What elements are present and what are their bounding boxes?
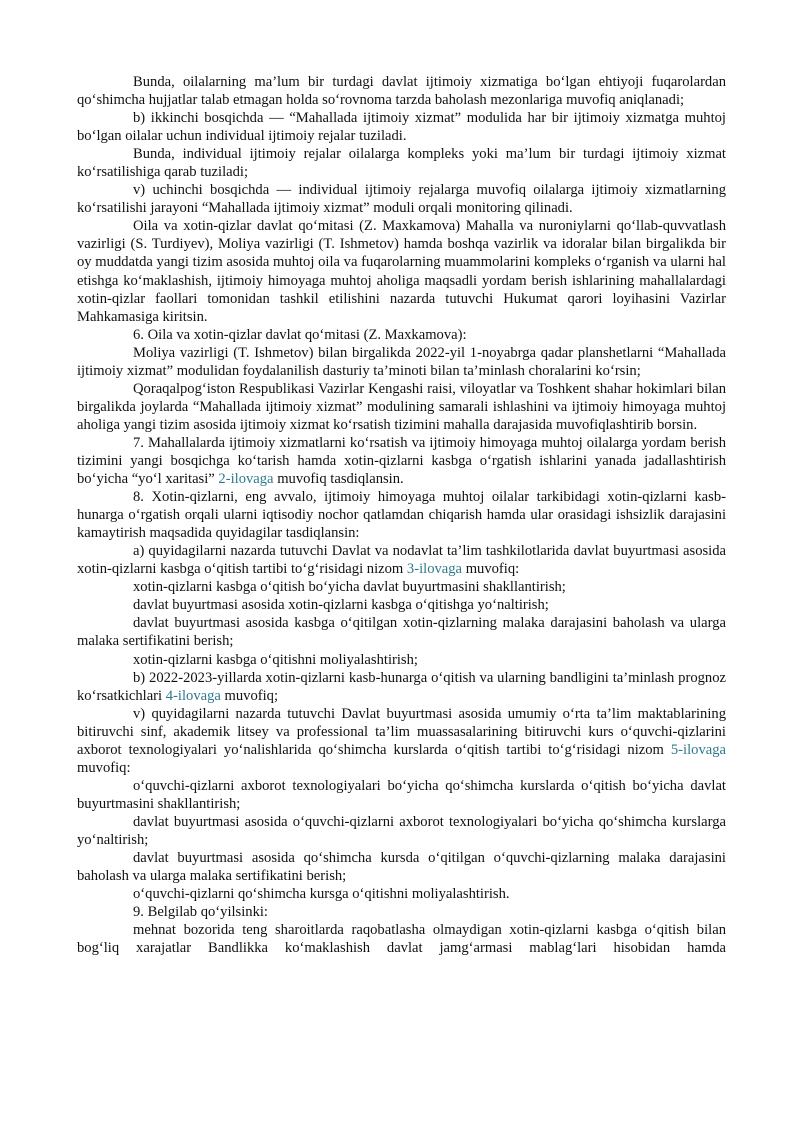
paragraph (77, 145, 726, 181)
paragraph-text: davlat buyurtmasi asosida xotin-qizlarni kasbga o‘qitishga yo‘naltirish; (133, 597, 549, 614)
paragraph (77, 651, 726, 669)
paragraph (77, 488, 726, 542)
paragraph (77, 542, 726, 578)
annex-link[interactable]: 2-ilovaga (218, 471, 274, 488)
paragraph-text: o‘quvchi-qizlarni qo‘shimcha kursga o‘qitishni moliyalashtirish. (133, 886, 510, 903)
paragraph (77, 669, 726, 705)
paragraph-text: muvofiq tasdiqlansin. (273, 471, 404, 488)
paragraph (77, 181, 726, 217)
paragraph (77, 380, 726, 434)
paragraph-text: muvofiq: (462, 561, 520, 578)
paragraph-text: xotin-qizlarni kasbga o‘qitish bo‘yicha davlat buyurtmasini shakllantirish; (133, 579, 566, 596)
paragraph (77, 777, 726, 813)
paragraph (77, 596, 726, 614)
paragraph-text: b) ikkinchi bosqichda — “Mahallada ijtimoiy xizmat” modulida har bir ijtimoiy xizmatga muhtoj bo‘lgan oilalar uchun individual ijtimoiy rejalar tuziladi. (77, 110, 726, 145)
annex-link[interactable]: 4-ilovaga (165, 687, 221, 704)
paragraph (77, 903, 726, 921)
paragraph (77, 326, 726, 344)
paragraph (77, 109, 726, 145)
paragraph (77, 849, 726, 885)
paragraph (77, 921, 726, 957)
paragraph-text: 8. Xotin-qizlarni, eng avvalo, ijtimoiy himoyaga muhtoj oilalar tarkibidagi xotin-qizlarni kasb-hunarga o‘rgatish orqali ularni iqtisodiy nochor qatlamdan chiqarish hamda ular orasidagi ishsizlik darajasini kamaytirish maqsadida quyidagilar tasdiqlansin: (77, 489, 726, 542)
paragraph (77, 73, 726, 109)
paragraph (77, 614, 726, 650)
paragraph (77, 705, 726, 777)
paragraph-text: o‘quvchi-qizlarni axborot texnologiyalari bo‘yicha qo‘shimcha kurslarda o‘qitish bo‘yicha davlat buyurtmasini shakllantirish; (77, 777, 726, 812)
paragraph-text: v) uchinchi bosqichda — individual ijtimoiy rejalarga muvofiq oilalarga ijtimoiy xizmatlarning ko‘rsatilishi jarayoni “Mahallada ijtimoiy xizmat” moduli orqali monitoring qilinadi. (77, 182, 726, 217)
paragraph-text: b) 2022-2023-yillarda xotin-qizlarni kasb-hunarga o‘qitish va ularning bandligini ta’minlash prognoz ko‘rsatkichlari (77, 669, 726, 704)
paragraph-text: Bunda, oilalarning ma’lum bir turdagi davlat ijtimoiy xizmatiga bo‘lgan ehtiyoji fuqarolardan qo‘shimcha hujjatlar talab etmagan holda so‘rovnoma tarzda baholash mezonlariga muvofiq aniqlanadi; (77, 74, 726, 109)
paragraph-text: davlat buyurtmasi asosida o‘quvchi-qizlarni axborot texnologiyalari bo‘yicha qo‘shimcha kurslarga yo‘naltirish; (77, 813, 726, 848)
annex-link[interactable]: 3-ilovaga (406, 561, 463, 578)
paragraph-text: muvofiq; (220, 687, 279, 704)
paragraph (77, 578, 726, 596)
paragraph-text: 7. Mahallalarda ijtimoiy xizmatlarni ko‘rsatish va ijtimoiy himoyaga muhtoj oilalarga yordam berish tizimini yangi bosqichga ko‘tarish hamda xotin-qizlarni kasbga o‘rgatish ishlarini yanada jadallashtirish bo‘yicha “yo‘l xaritasi” (77, 434, 726, 488)
paragraph (77, 434, 726, 488)
paragraph-text: Qoraqalpog‘iston Respublikasi Vazirlar Kengashi raisi, viloyatlar va Toshkent shahar hokimlari bilan birgalikda joylarda “Mahallada ijtimoiy xizmat” modulining samarali ishlashini va ijtimoiy himoyaga muhtoj aholiga yangi tizim asosida ijtimoiy xizmat ko‘rsatish tizimini mahalla darajasida muvofiqlashtirib borsin. (77, 380, 726, 433)
paragraph-text: Oila va xotin-qizlar davlat qo‘mitasi (Z. Maxkamova) Mahalla va nuroniylarni qo‘llab-quvvatlash vazirligi (S. Turdiyev), Moliya vazirligi (T. Ishmetov) hamda boshqa vazirlik va idoralar bilan birgalikda bir oy muddatda yangi tizim asosida muhtoj oila va fuqarolarning muammolarini kompleks o‘rganish va ularni hal etishga ko‘maklashish, ijtimoiy himoyaga muhtoj aholiga maqsadli yordam berish ishlarining mahallalardagi xotin-qizlar faollari tomonidan tashkil etilishini nazarda tutuvchi Hukumat qarori loyihasini Vazirlar Mahkamasiga kiritsin. (77, 218, 726, 325)
document-body (77, 73, 726, 957)
paragraph-text: muvofiq: (77, 759, 131, 776)
paragraph-text: 6. Oila va xotin-qizlar davlat qo‘mitasi (Z. Maxkamova): (133, 326, 467, 343)
paragraph-text: davlat buyurtmasi asosida qo‘shimcha kursda o‘qitilgan o‘quvchi-qizlarning malaka darajasini baholash va ularga malaka sertifikatini berish; (77, 850, 726, 885)
paragraph-text: a) quyidagilarni nazarda tutuvchi Davlat va nodavlat ta’lim tashkilotlarida davlat buyurtmasi asosida xotin-qizlarni kasbga o‘qitish tartibi to‘g‘risidagi nizom (77, 543, 726, 578)
paragraph-text: xotin-qizlarni kasbga o‘qitishni moliyalashtirish; (133, 651, 418, 668)
paragraph-text: v) quyidagilarni nazarda tutuvchi Davlat buyurtmasi asosida umumiy o‘rta ta’lim maktablarining bitiruvchi sinf, akademik litsey va professional ta’lim muassasalarining bitiruvchi kurs o‘quvchi-qizlarini axborot texnologiyalari yo‘nalishlarida qo‘shimcha kurslarda o‘qitish tartibi to‘g‘risidagi nizom (77, 705, 726, 758)
paragraph (77, 344, 726, 380)
annex-link[interactable]: 5-ilovaga (670, 741, 726, 758)
paragraph-text: 9. Belgilab qo‘yilsinki: (133, 904, 268, 921)
paragraph-text: Moliya vazirligi (T. Ishmetov) bilan birgalikda 2022-yil 1-noyabrga qadar planshetlarni “Mahallada ijtimoiy xizmat” modulidan foydalanilish dasturiy ta’minoti bilan ta’minlash choralarini ko‘rsin; (77, 344, 726, 379)
paragraph (77, 885, 726, 903)
paragraph-text: Bunda, individual ijtimoiy rejalar oilalarga kompleks yoki ma’lum bir turdagi ijtimoiy xizmat ko‘rsatilishiga qarab tuziladi; (77, 146, 726, 181)
paragraph (77, 217, 726, 325)
paragraph (77, 813, 726, 849)
paragraph-text: mehnat bozorida teng sharoitlarda raqobatlasha olmaydigan xotin-qizlarni kasbga o‘qitish bilan bog‘liq xarajatlar Bandlikka ko‘maklashish davlat jamg‘armasi mablag‘lari hisobidan hamda (77, 922, 726, 957)
paragraph-text: davlat buyurtmasi asosida kasbga o‘qitilgan xotin-qizlarning malaka darajasini baholash va ularga malaka sertifikatini berish; (77, 615, 726, 650)
